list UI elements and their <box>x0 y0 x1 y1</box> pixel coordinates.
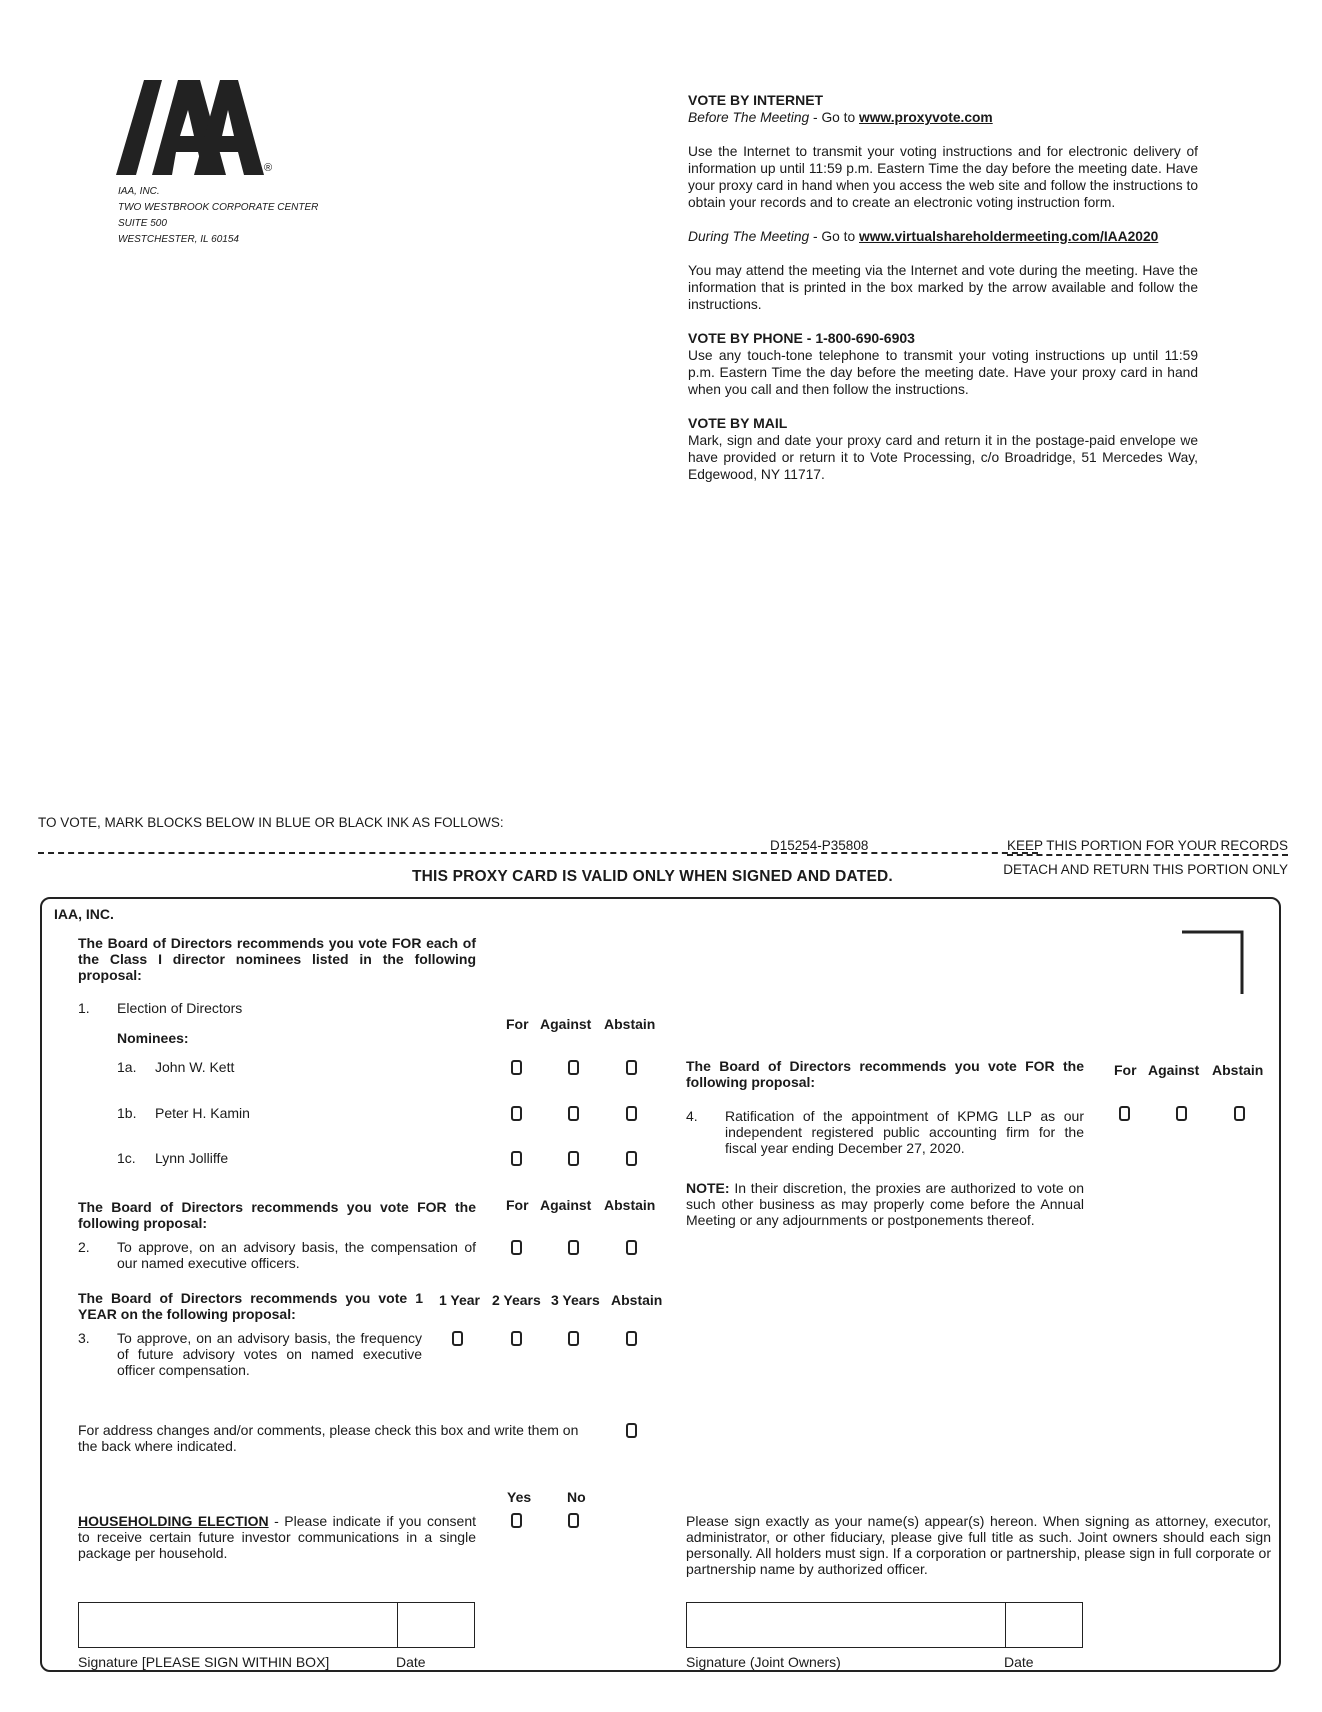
household-yes-checkbox[interactable] <box>511 1513 522 1528</box>
signature-box-2[interactable] <box>686 1602 1083 1648</box>
valid-notice: THIS PROXY CARD IS VALID ONLY WHEN SIGNED AND DATED. <box>412 868 893 885</box>
nominee-1b-num: 1b. <box>117 1105 137 1121</box>
detach-portion-label: DETACH AND RETURN THIS PORTION ONLY <box>1003 862 1288 877</box>
p3-col-3-years: 3 Years <box>551 1292 600 1308</box>
note-body: In their discretion, the proxies are authorized to vote on such other business as may properly come before the Annual Meeting or any adjournments or postponements thereof. <box>686 1180 1084 1228</box>
p4-for-checkbox[interactable] <box>1119 1106 1130 1121</box>
p3-col-2-years: 2 Years <box>492 1292 541 1308</box>
p2-for-checkbox[interactable] <box>511 1240 522 1255</box>
nominees-label: Nominees: <box>117 1030 189 1046</box>
p3-1-year-checkbox[interactable] <box>452 1331 463 1346</box>
nominee-1b-abstain-checkbox[interactable] <box>626 1106 637 1121</box>
nominee-1a-name: John W. Kett <box>155 1059 235 1075</box>
date-1-label: Date <box>396 1654 426 1670</box>
phone-body: Use any touch-tone telephone to transmit your voting instructions up until 11:59 p.m. Eastern Time the day before the meeting date. Have your proxy card in hand when you call and then follow the instructions. <box>688 348 1198 397</box>
address-change-checkbox[interactable] <box>626 1423 637 1438</box>
nominee-1c-name: Lynn Jolliffe <box>155 1150 229 1166</box>
virtual-meeting-link[interactable]: www.virtualshareholdermeeting.com/IAA2020 <box>859 229 1159 244</box>
p4-text: Ratification of the appointment of KPMG LLP as our independent registered public accounting firm for the fiscal year ending December 27, 2020. <box>725 1108 1084 1156</box>
address-line-3: WESTCHESTER, IL 60154 <box>118 234 239 245</box>
p1-col-abstain: Abstain <box>604 1016 656 1032</box>
signature-2-label: Signature (Joint Owners) <box>686 1654 841 1670</box>
p2-text: To approve, on an advisory basis, the compensation of our named executive officers. <box>117 1239 476 1271</box>
p4-col-for: For <box>1114 1062 1137 1078</box>
mail-body: Mark, sign and date your proxy card and return it in the postage-paid envelope we have provided or return it to Vote Processing, c/o Broadridge, 51 Mercedes Way, Edgewood, NY 11717. <box>688 433 1198 482</box>
date-box-1[interactable] <box>397 1603 474 1647</box>
p1-label: Election of Directors <box>117 1000 243 1016</box>
iaa-logo-icon <box>116 80 276 180</box>
p3-num: 3. <box>78 1330 90 1346</box>
p2-col-against: Against <box>540 1197 592 1213</box>
p2-abstain-checkbox[interactable] <box>626 1240 637 1255</box>
phone-title: VOTE BY PHONE - 1-800-690-6903 <box>688 330 915 346</box>
keep-portion-label: KEEP THIS PORTION FOR YOUR RECORDS <box>1007 838 1288 856</box>
nominee-1a-for-checkbox[interactable] <box>511 1060 522 1075</box>
registered-mark: ® <box>264 162 273 174</box>
address-line-1: TWO WESTBROOK CORPORATE CENTER <box>118 202 319 213</box>
before-label: Before The Meeting <box>688 110 810 125</box>
p4-num: 4. <box>686 1108 698 1124</box>
address-company: IAA, INC. <box>118 186 160 197</box>
during-body: You may attend the meeting via the Internet and vote during the meeting. Have the information that is printed in the box marked by the arrow available and follow the instructions. <box>688 263 1198 312</box>
nominee-1b-name: Peter H. Kamin <box>155 1105 250 1121</box>
p1-col-against: Against <box>540 1016 592 1032</box>
p3-3-years-checkbox[interactable] <box>568 1331 579 1346</box>
during-label: During The Meeting <box>688 229 810 244</box>
to-vote-instruction: TO VOTE, MARK BLOCKS BELOW IN BLUE OR BLACK INK AS FOLLOWS: <box>38 815 504 830</box>
signature-box-1[interactable] <box>78 1602 475 1648</box>
p4-abstain-checkbox[interactable] <box>1234 1106 1245 1121</box>
rec-directors: The Board of Directors recommends you vote FOR each of the Class I director nominees listed in the following proposal: <box>78 935 476 983</box>
proxyvote-link[interactable]: www.proxyvote.com <box>859 110 993 125</box>
nominee-1a-abstain-checkbox[interactable] <box>626 1060 637 1075</box>
householding-body: - Please indicate if you consent to receive certain future investor communications in a single package per household. <box>78 1513 476 1561</box>
card-code: D15254-P35808 <box>770 838 869 853</box>
internet-title: VOTE BY INTERNET <box>688 92 824 108</box>
household-col-yes: Yes <box>507 1489 532 1505</box>
nominee-1a-against-checkbox[interactable] <box>568 1060 579 1075</box>
internet-body: Use the Internet to transmit your voting instructions and for electronic delivery of information up until 11:59 p.m. Eastern Time the day before the meeting date. Have your proxy card in hand when you access the web site and follow the instructions to obtain your records and to create an electronic voting instruction form. <box>688 144 1198 210</box>
household-col-no: No <box>567 1489 586 1505</box>
p2-num: 2. <box>78 1239 90 1255</box>
detach-dashed-line <box>38 852 1038 854</box>
signature-1-label: Signature [PLEASE SIGN WITHIN BOX] <box>78 1654 330 1670</box>
company-address <box>118 184 318 248</box>
nominee-1b-for-checkbox[interactable] <box>511 1106 522 1121</box>
card-company: IAA, INC. <box>54 906 114 922</box>
p2-col-for: For <box>506 1197 529 1213</box>
nominee-1a-num: 1a. <box>117 1059 137 1075</box>
note-label: NOTE: <box>686 1180 730 1196</box>
p3-col-1-year: 1 Year <box>439 1292 481 1308</box>
p3-2-years-checkbox[interactable] <box>511 1331 522 1346</box>
sign-instructions: Please sign exactly as your name(s) appear(s) hereon. When signing as attorney, executor, administrator, or other fiduciary, please give full title as such. Joint owners should each sign personally. All holders must sign. If a corporation or partnership, please sign in full corporate or partnership name by authorized officer. <box>686 1513 1271 1577</box>
p3-col-abstain: Abstain <box>611 1292 663 1308</box>
p4-col-against: Against <box>1148 1062 1200 1078</box>
p3-abstain-checkbox[interactable] <box>626 1331 637 1346</box>
p2-against-checkbox[interactable] <box>568 1240 579 1255</box>
rec-proposal-3: The Board of Directors recommends you vote 1 YEAR on the following proposal: <box>78 1290 423 1322</box>
nominee-1c-against-checkbox[interactable] <box>568 1151 579 1166</box>
during-goto: - Go to <box>809 229 860 244</box>
note-text <box>686 1180 1084 1228</box>
internet-section <box>688 92 1198 483</box>
p1-num: 1. <box>78 1000 90 1016</box>
p3-text: To approve, on an advisory basis, the frequency of future advisory votes on named executive officer compensation. <box>117 1330 422 1378</box>
date-2-label: Date <box>1004 1654 1034 1670</box>
rec-proposal-2: The Board of Directors recommends you vote FOR the following proposal: <box>78 1199 476 1231</box>
address-change-text: For address changes and/or comments, please check this box and write them on the back where indicated. <box>78 1422 579 1454</box>
nominee-1c-abstain-checkbox[interactable] <box>626 1151 637 1166</box>
before-goto: - Go to <box>809 110 860 125</box>
p1-col-for: For <box>506 1016 529 1032</box>
household-no-checkbox[interactable] <box>568 1513 579 1528</box>
p2-col-abstain: Abstain <box>604 1197 656 1213</box>
mail-title: VOTE BY MAIL <box>688 415 788 431</box>
p4-against-checkbox[interactable] <box>1176 1106 1187 1121</box>
company-logo <box>116 80 276 180</box>
householding-label: HOUSEHOLDING ELECTION <box>78 1513 269 1529</box>
corner-arrow-icon <box>1180 930 1244 996</box>
rec-proposal-4: The Board of Directors recommends you vote FOR the following proposal: <box>686 1058 1084 1090</box>
householding-text <box>78 1513 476 1561</box>
p4-col-abstain: Abstain <box>1212 1062 1264 1078</box>
nominee-1c-num: 1c. <box>117 1150 136 1166</box>
nominee-1b-against-checkbox[interactable] <box>568 1106 579 1121</box>
date-box-2[interactable] <box>1005 1603 1082 1647</box>
nominee-1c-for-checkbox[interactable] <box>511 1151 522 1166</box>
address-line-2: SUITE 500 <box>118 218 167 229</box>
